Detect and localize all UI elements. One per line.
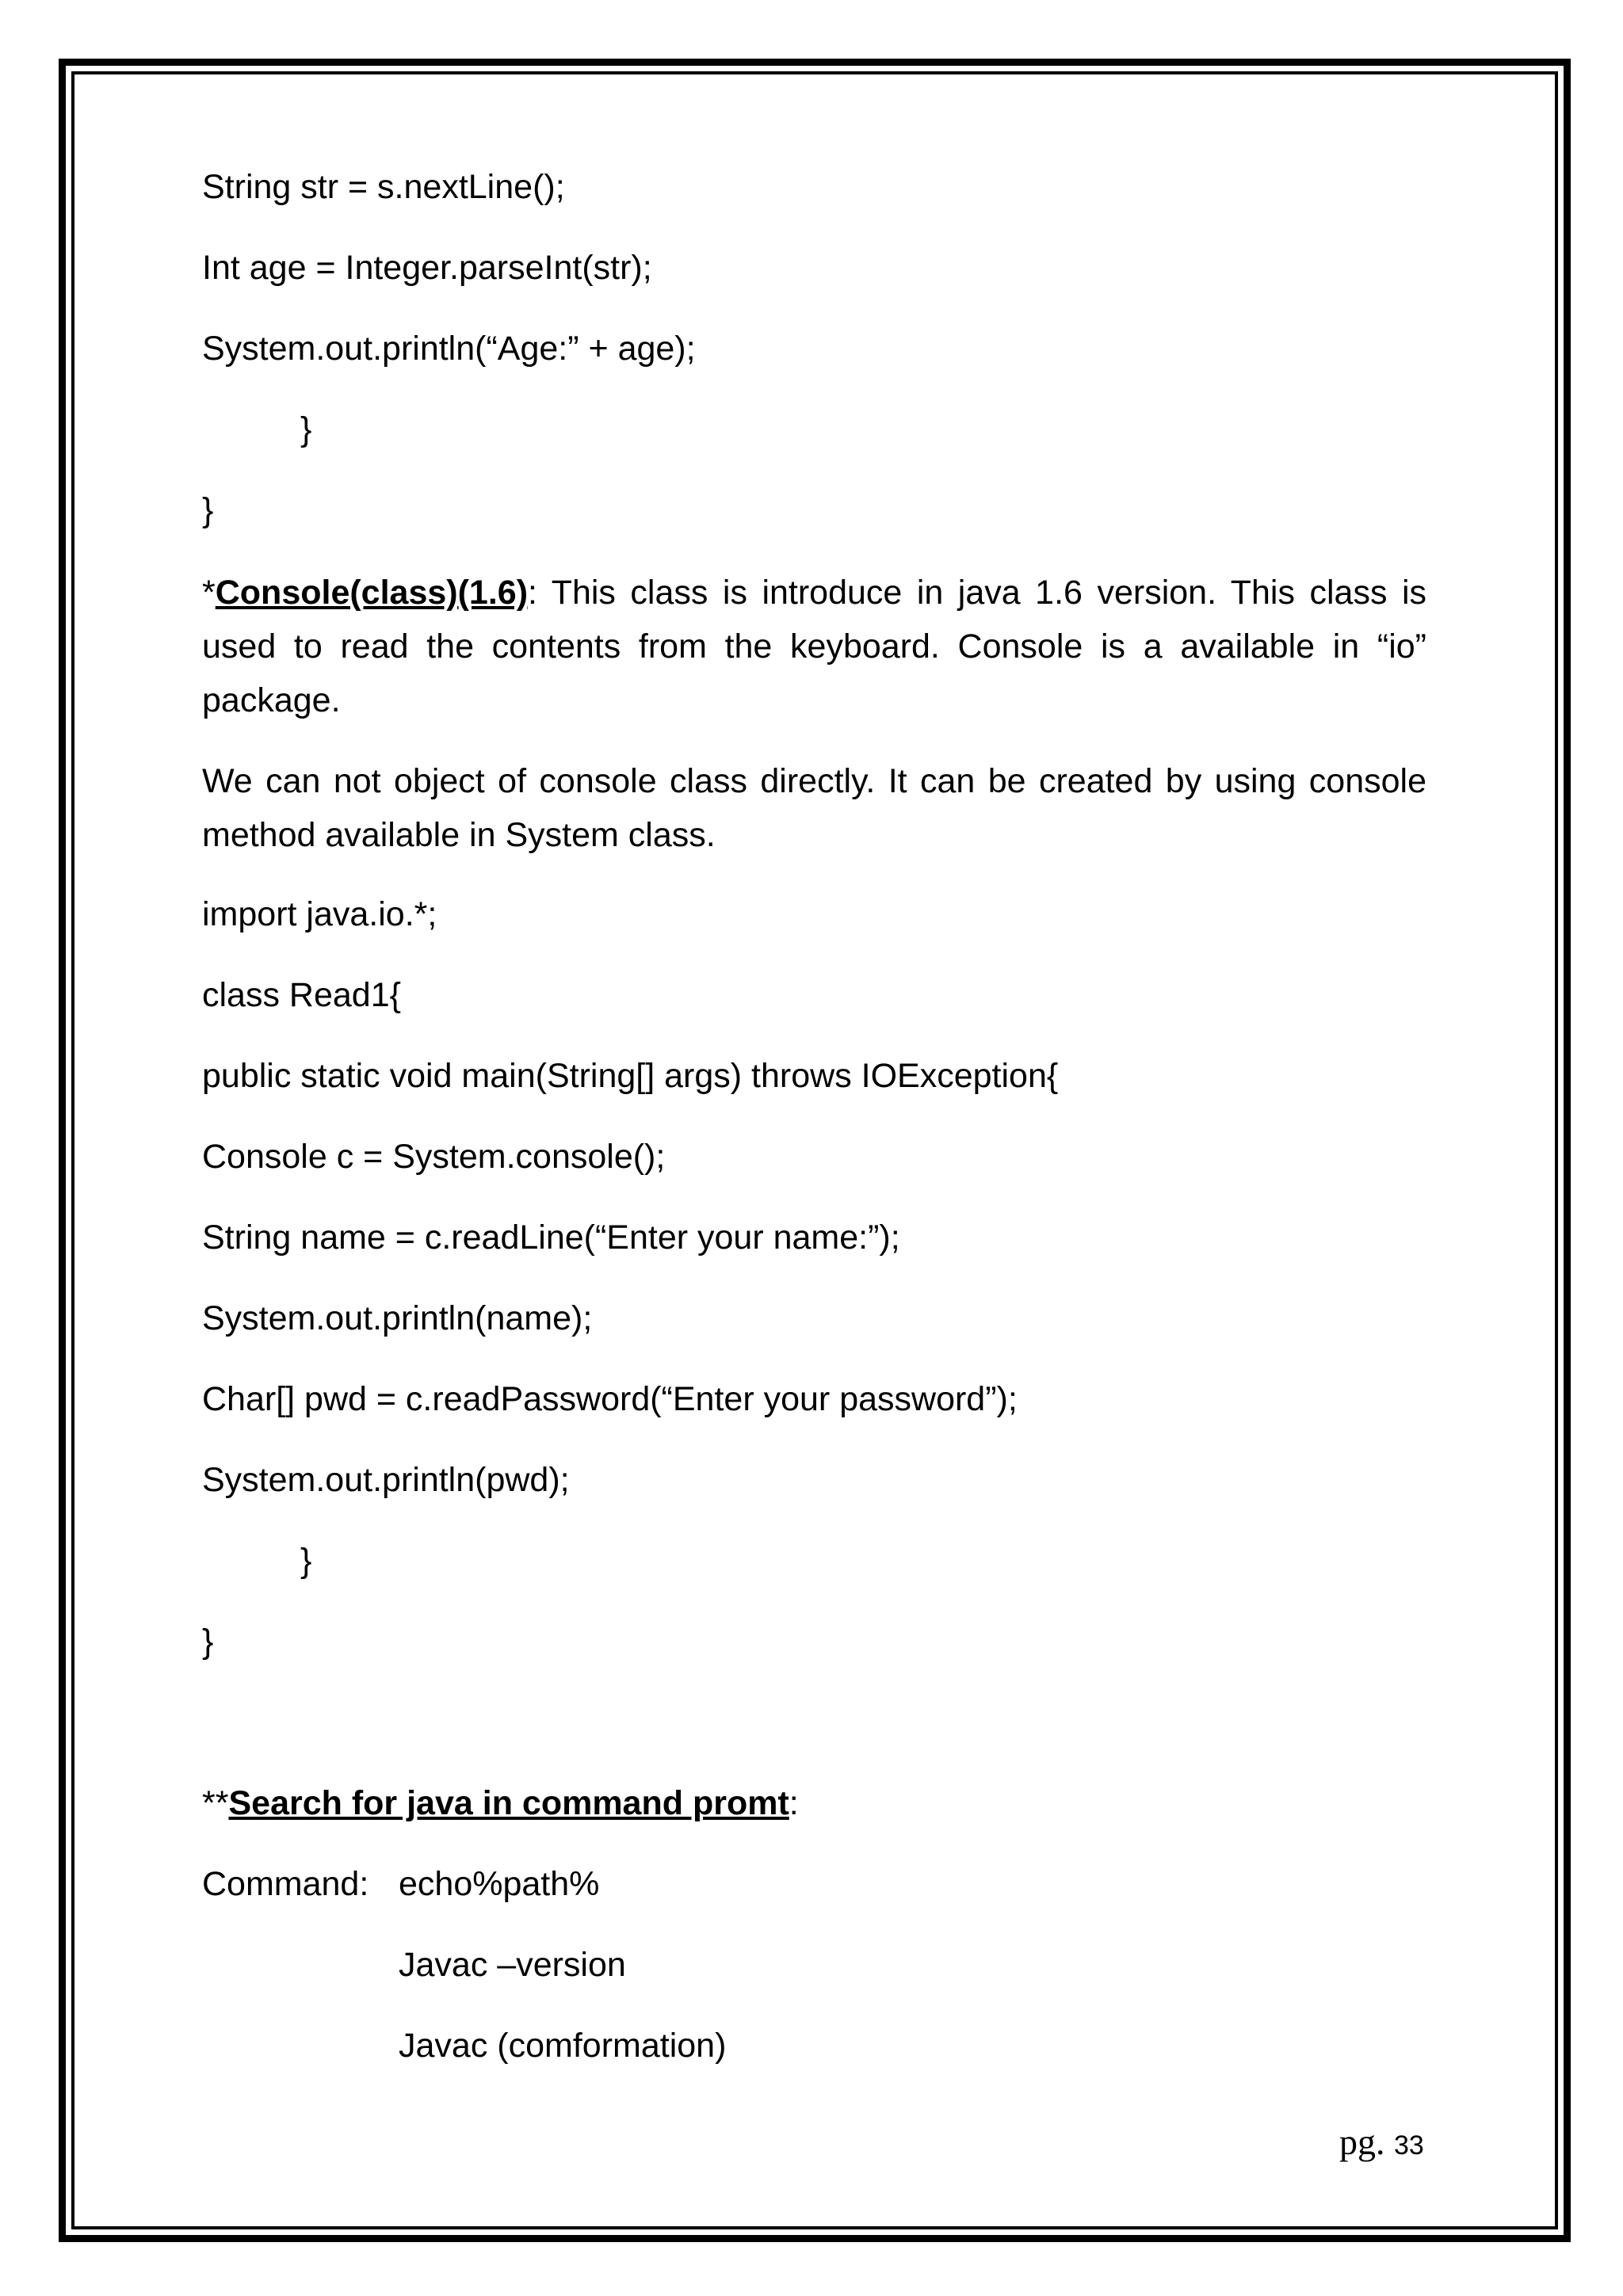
console-description: : This class is introduce in java 1.6 version. This class is used to read the contents from the keyboard. Console is a available in “io” package. [202, 574, 1426, 719]
code-line: System.out.println(“Age:” + age); [202, 330, 696, 368]
code-line: Console c = System.console(); [202, 1138, 666, 1176]
heading-prefix: * [202, 574, 216, 612]
code-brace: } [300, 410, 312, 448]
heading-prefix: ** [202, 1784, 229, 1822]
page-label: pg. [1339, 2122, 1385, 2162]
code-brace: } [202, 491, 214, 529]
command-javac: Javac (comformation) [399, 2027, 727, 2065]
console-paragraph-2: We can not object of console class directly. It can be created by using console method available in System class. [202, 762, 1426, 854]
page-number: 33 [1394, 2130, 1424, 2161]
console-heading: Console(class)(1.6) [215, 574, 529, 612]
search-heading: Search for java in command promt [228, 1784, 789, 1822]
code-line: String str = s.nextLine(); [202, 168, 565, 206]
code-line: Char[] pwd = c.readPassword(“Enter your password”); [202, 1380, 1018, 1418]
code-line: public static void main(String[] args) throws IOException{ [202, 1057, 1059, 1095]
code-line: import java.io.*; [202, 895, 437, 933]
code-brace: } [300, 1542, 312, 1580]
heading-suffix: : [789, 1784, 799, 1822]
command-javac-version: Javac –version [399, 1946, 626, 1984]
code-line: Int age = Integer.parseInt(str); [202, 249, 652, 287]
code-line: String name = c.readLine(“Enter your name:”); [202, 1219, 900, 1257]
code-line: class Read1{ [202, 976, 401, 1014]
command-echo-path: echo%path% [399, 1865, 600, 1903]
code-brace: } [202, 1623, 214, 1661]
command-label: Command: [202, 1865, 369, 1903]
page-number-footer [1339, 2122, 1424, 2166]
code-line: System.out.println(name); [202, 1299, 593, 1337]
search-heading-line [202, 1783, 799, 1824]
code-line: System.out.println(pwd); [202, 1461, 570, 1499]
console-paragraph [202, 566, 1426, 727]
